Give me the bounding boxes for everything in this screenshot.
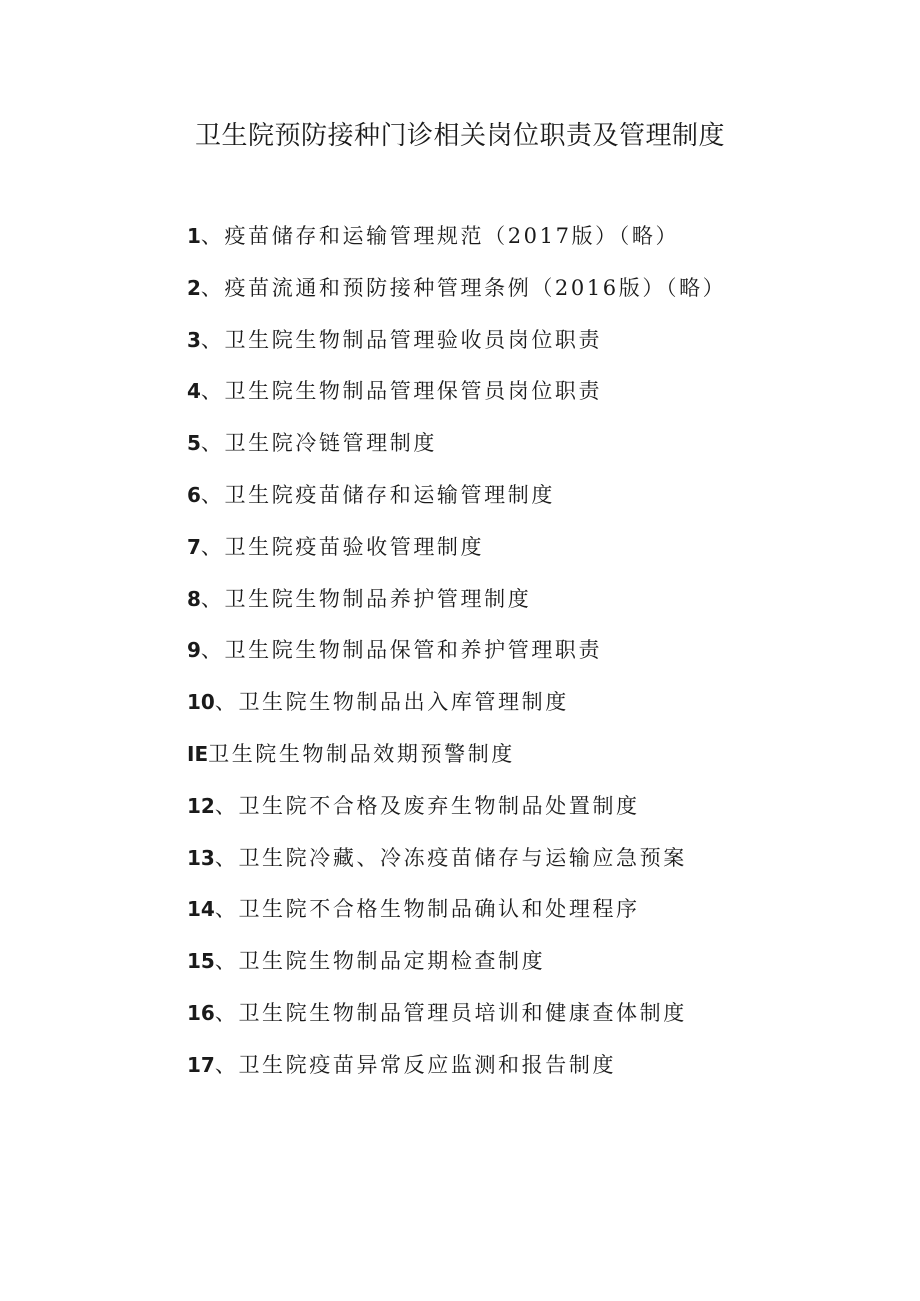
toc-item-number: 7 (187, 534, 201, 559)
toc-item (187, 268, 887, 320)
toc-item-text: 、卫生院生物制品保管和养护管理职责 (200, 638, 603, 663)
toc-item-number: 2 (187, 275, 201, 300)
toc-item (187, 1045, 887, 1097)
toc-item (187, 734, 887, 786)
toc-item-number: 17 (187, 1052, 215, 1077)
toc-item-text: 、卫生院不合格及废弃生物制品处置制度 (214, 793, 640, 818)
toc-item (187, 941, 887, 993)
toc-item-text: 、疫苗流通和预防接种管理条例（2016版）（略） (200, 275, 727, 300)
toc-item-number: 13 (187, 845, 215, 870)
toc-item-number: 12 (187, 793, 215, 818)
toc-item (187, 423, 887, 475)
toc-item-text: 、卫生院疫苗异常反应监测和报告制度 (214, 1052, 617, 1077)
toc-item-number: 16 (187, 1000, 215, 1025)
toc-item-text: 、卫生院生物制品管理保管员岗位职责 (200, 379, 603, 404)
toc-item (187, 630, 887, 682)
toc-item-number: 5 (187, 431, 201, 456)
toc-item-number: IE (187, 741, 209, 766)
toc-item-text: 、卫生院生物制品管理员培训和健康查体制度 (214, 1000, 687, 1025)
toc-item (187, 527, 887, 579)
toc-item-text: 、卫生院生物制品养护管理制度 (200, 586, 532, 611)
toc-item-text: 、卫生院冷链管理制度 (200, 431, 437, 456)
toc-item (187, 371, 887, 423)
toc-item (187, 682, 887, 734)
toc-item-text: 、卫生院疫苗验收管理制度 (200, 534, 485, 559)
toc-item (187, 786, 887, 838)
toc-item-text: 、卫生院疫苗储存和运输管理制度 (200, 482, 555, 507)
document-title: 卫生院预防接种门诊相关岗位职责及管理制度 (194, 121, 725, 151)
toc-item (187, 993, 887, 1045)
toc-item-number: 14 (187, 897, 215, 922)
toc-item-text: 、卫生院生物制品管理验收员岗位职责 (200, 327, 603, 352)
toc-item (187, 320, 887, 372)
toc-item-number: 10 (187, 690, 215, 715)
toc-item-number: 15 (187, 949, 215, 974)
toc-item-number: 1 (187, 224, 201, 248)
toc-item-number: 9 (187, 638, 201, 663)
toc-item-text: 、卫生院生物制品定期检查制度 (214, 949, 546, 974)
toc-item-number: 3 (187, 327, 201, 352)
toc-item (187, 889, 887, 941)
toc-item-text: 、卫生院冷藏、冷冻疫苗储存与运输应急预案 (214, 845, 687, 870)
toc-item-text: 卫生院生物制品效期预警制度 (208, 741, 515, 766)
toc-item (187, 475, 887, 527)
toc-item-number: 4 (187, 379, 201, 404)
toc-item-text: 、疫苗储存和运输管理规范（2017版）（略） (200, 224, 680, 248)
table-of-contents (187, 216, 887, 1097)
toc-item-text: 、卫生院不合格生物制品确认和处理程序 (214, 897, 640, 922)
toc-item-text: 、卫生院生物制品出入库管理制度 (214, 690, 569, 715)
toc-item (187, 216, 887, 268)
toc-item (187, 838, 887, 890)
toc-item-number: 8 (187, 586, 201, 611)
toc-item (187, 579, 887, 631)
toc-item-number: 6 (187, 482, 201, 507)
